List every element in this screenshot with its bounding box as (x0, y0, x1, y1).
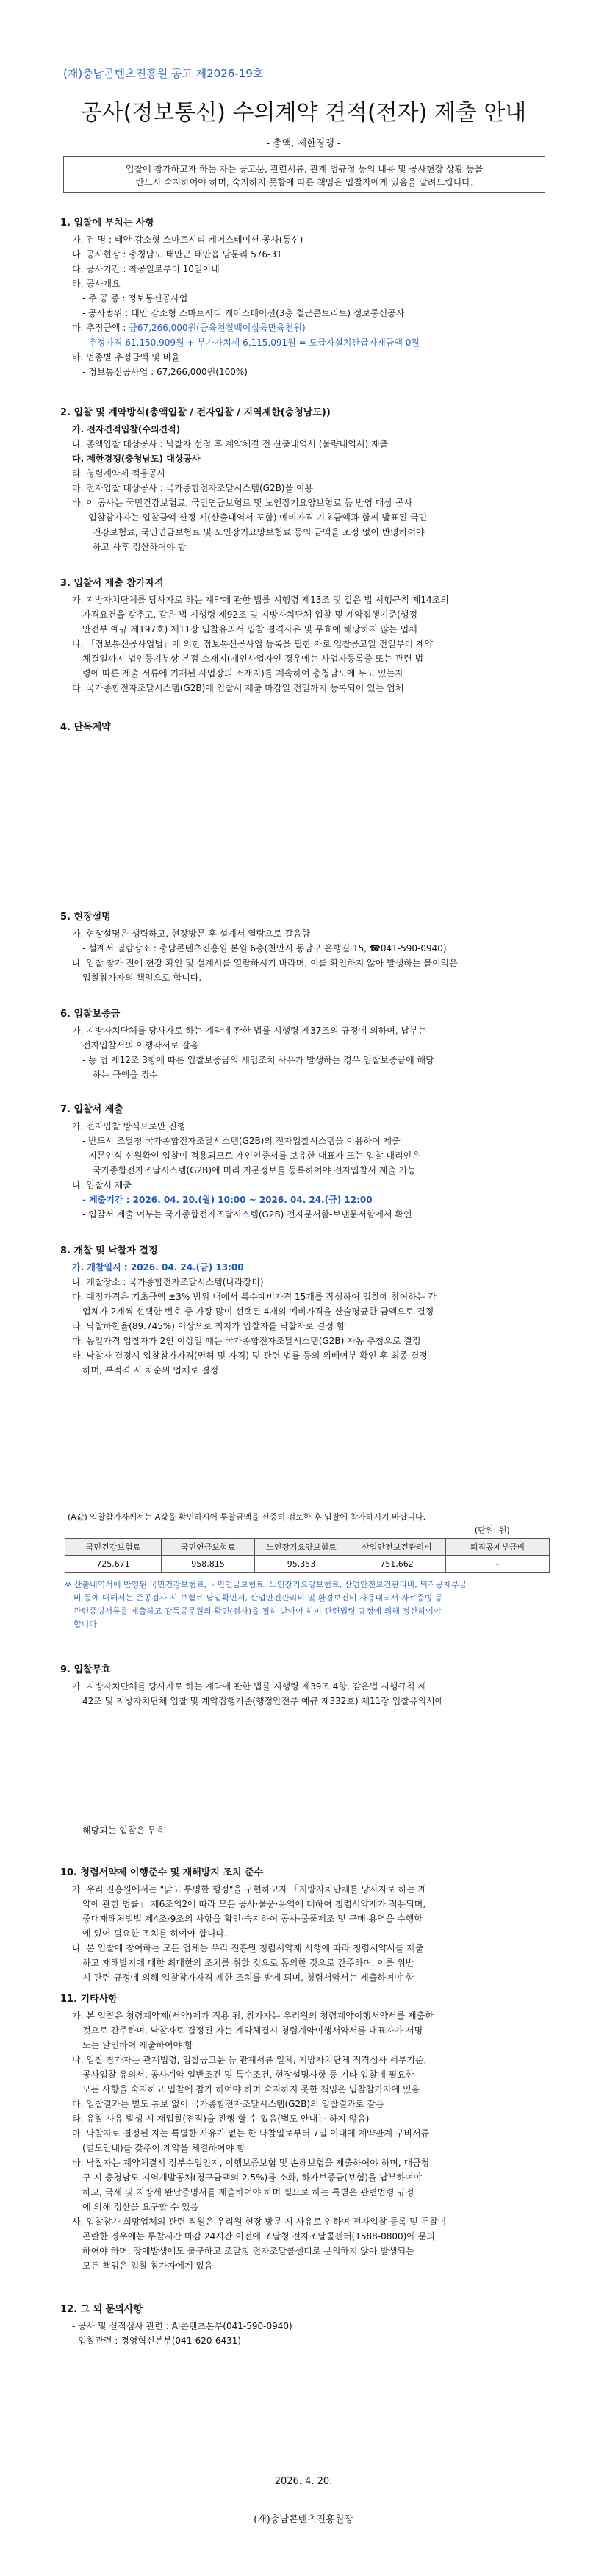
contact-works: - 공사 및 실적심사 관련 : AI콘텐츠본부(041-590-0940) (72, 2321, 292, 2331)
s11-line: 것으로 간주하며, 낙찰자로 결정된 자는 계약체결시 청렴계약이행서약서를 대표자가 서명 (82, 2025, 423, 2036)
s11-line: 바. 낙찰자는 계약체결시 정부수입인지, 이행보증보험 및 손해보험을 제출하여야 하며, 대금청 (72, 2158, 430, 2168)
s9-line: 42조 및 지방자치단체 입찰 및 계약집행기준(행정안전부 예규 제332호) 제11장 입찰유의서에 (82, 1696, 444, 1706)
s6-line: 전자입찰서의 이행각서로 갈음 (82, 1040, 199, 1051)
table-cell: - (446, 1556, 550, 1573)
s1-line: - 공사범위 : 태안 감소형 스마트시티 케어스테이션(3층 철근콘트리트) 정보통신공사 (82, 308, 405, 318)
notice-line: 반드시 숙지하여야 하며, 숙지하지 못함에 따른 책임은 입찰자에게 있음을 알려드립니다. (135, 177, 473, 187)
s7-line: - 입찰서 제출 여부는 국가종합전자조달시스템(G2B) 전자문서함-보낸문서함에서 확인 (82, 1209, 412, 1220)
s11-line: 모든 사항을 숙지하고 입찰에 참가 하여야 하며 숙지하지 못한 책임은 입찰참가자에 있음 (82, 2084, 420, 2094)
section-7-heading: 7. 입찰서 제출 (60, 1104, 123, 1115)
table-cell: 958,815 (162, 1556, 255, 1573)
contact-bidding: - 입찰관련 : 경영혁신본부(041-620-6431) (72, 2336, 242, 2346)
table-cell: 95,353 (255, 1556, 348, 1573)
s8-line: 업체가 2개씩 선택한 번호 중 가장 많이 선택된 4개의 예비가격을 산술평균한 금액으로 결정 (82, 1306, 434, 1317)
s11-line: 사. 입찰참가 희망업체의 관련 직원은 우리원 현장 방문 시 사유로 인하여 전자입찰 등록 및 투찰이 (72, 2217, 447, 2227)
s11-line: 나. 입찰 참가자는 관계법령, 입찰공고문 등 관계서류 일체, 지방자치단체 적격심사 세부기준, (72, 2055, 427, 2065)
s2-line: 가. 전자견적입찰(수의견적) (72, 424, 181, 434)
s11-line: 다. 입찰결과는 별도 통보 없이 국가종합전자조달시스템(G2B)의 입찰결과로 갈음 (72, 2099, 384, 2109)
s1-line: 바. 업종별 추정금액 및 비율 (72, 352, 180, 362)
s11-line: 모든 책임은 입찰 참가자에게 있음 (82, 2261, 213, 2271)
s1-line: 라. 공사개요 (72, 279, 121, 289)
fee-table-unit: (단위: 원) (475, 1525, 510, 1535)
table-header-cell: 국민연금보험료 (162, 1539, 255, 1556)
s10-line: 가. 우리 진흥원에서는 "맑고 투명한 행정"을 구현하고자 「지방자치단체를 당사자로 하는 계 (72, 1884, 427, 1895)
s3-line: 나. 「정보통신공사업법」에 의한 정보통신공사업 등록을 필한 자로 입찰공고일 전일부터 계약 (72, 639, 434, 649)
table-row (65, 1556, 550, 1573)
s1-estimate (72, 322, 306, 334)
page-title: 공사(정보통신) 수의계약 견적(전자) 제출 안내 (80, 100, 527, 126)
section-9-heading: 9. 입찰무효 (60, 1664, 111, 1675)
section-1-heading: 1. 입찰에 부치는 사항 (60, 218, 155, 229)
s7-line: - 지문인식 신원확인 입찰이 적용되므로 개인인증서를 보유한 대표자 또는 입찰 대리인은 (82, 1151, 420, 1161)
section-12-heading: 12. 그 외 문의사항 (60, 2304, 143, 2315)
s3-line: 다. 국가종합전자조달시스템(G2B)에 입찰서 제출 마감일 전일까지 등록되어 있는 업체 (72, 683, 404, 693)
table-header-cell: 산업안전보건관리비 (348, 1539, 446, 1556)
page-subtitle: - 총액, 제한경쟁 - (266, 138, 341, 149)
s1-line: 가. 건 명 : 태안 감소형 스마트시티 케어스테이션 공사(통신) (72, 235, 304, 245)
section-4-heading: 4. 단독계약 (60, 722, 111, 733)
s8-line: 라. 낙찰하한율(89.745%) 이상으로 최저가 입찰자를 낙찰자로 결정 함 (72, 1321, 345, 1331)
fee-table (65, 1538, 550, 1573)
s3-line: 체결일까지 법인등기부상 본점 소재지(개인사업자인 경우에는 사업자등록증 또는 관련 법 (82, 654, 424, 664)
s9-line: 가. 지방자치단체를 당사자로 하는 계약에 관한 법률 시행령 제39조 4항, 같은법 시행규칙 제 (72, 1681, 427, 1692)
s2-line: 다. 제한경쟁(충청남도) 대상공사 (72, 454, 201, 464)
section-10-heading: 10. 청렴서약제 이행준수 및 재해방지 조치 준수 (60, 1867, 264, 1878)
s5-line: 가. 현장설명은 생략하고, 현장방문 후 설계서 열람으로 갈음함 (72, 929, 311, 939)
table-header-cell: 국민건강보험료 (65, 1539, 162, 1556)
s2-line: 건강보험료, 국민연금보험료 및 노인장기요양보험료 등의 금액을 조정 없이 반영하여야 (93, 527, 425, 537)
fee-note-line: ※ 산출내역서에 반영된 국민건강보험료, 국민연금보험료, 노인장기요양보험료, 산업안전보건관리비, 퇴직공제부금 (65, 1580, 467, 1589)
s6-line: 하는 금액을 징수 (93, 1070, 158, 1080)
s6-line: 가. 지방자치단체를 당사자로 하는 계약에 관한 법률 시행령 제37조의 규정에 의하며, 납부는 (72, 1026, 427, 1036)
s2-line: 라. 청렴계약제 적용공사 (72, 468, 166, 479)
s11-line: 하여야 하며, 장애발생에도 불구하고 조달청 전자조달콜센터로 문의하지 않아 발생되는 (82, 2246, 414, 2256)
section-11-heading: 11. 기타사항 (60, 1994, 118, 2005)
s3-line: 령에 따른 제출 서류에 기재된 사업장의 소재지)를 계속하여 충청남도에 두고 있는자 (82, 668, 403, 679)
fee-note-line: 관련증빙서류를 제출하고 감독공무원의 확인(검사)을 필히 받아야 하며 관련법령 규정에 의해 정산하여야 (73, 1606, 442, 1616)
table-header-row (65, 1539, 550, 1556)
s2-line: 나. 총액입찰 대상공사 : 낙찰자 선정 후 계약체결 전 산출내역서 (물량내역서) 제출 (72, 439, 389, 449)
s5-line: 입찰참가자의 책임으로 합니다. (82, 973, 202, 983)
s11-line: 또는 날인하여 제출하여야 함 (82, 2040, 193, 2050)
s5-line: - 설계서 열람장소 : 충남콘텐츠진흥원 본원 6층(천안시 동남구 은행길 15, ☎041-590-0940) (82, 943, 447, 954)
s10-line: 약에 관한 법률」 제6조의2에 따라 모든 공사·물품·용역에 대하여 청렴서약제가 적용되며, (82, 1899, 426, 1909)
table-header-cell: 퇴직공제부금비 (446, 1539, 550, 1556)
s2-line: 마. 전자입찰 대상공사 : 국가종합전자조달시스템(G2B)을 이용 (72, 483, 314, 493)
s1-estimate-amount: 금67,266,000원(금육천칠백이십육만육천원) (129, 323, 306, 333)
s10-line: 나. 본 입찰에 참여하는 모든 업체는 우리 진흥원 청렴서약제 시행에 따라 청렴서약서를 제출 (72, 1943, 424, 1953)
s8-line: 바. 낙찰자 결정시 입찰참가자격(면허 및 자격) 및 관련 법률 등의 위배여부 확인 후 최종 결정 (72, 1350, 428, 1361)
s11-line: 구 시 충청남도 지역개발공채(청구금액의 2.5%)를 소화, 하자보증금(보험)을 납부하여야 (82, 2172, 423, 2183)
s6-line: - 동 법 제12조 3항에 따른 입찰보증금의 세입조치 사유가 발생하는 경우 입찰보증금에 해당 (82, 1055, 434, 1065)
s2-line: - 입찰참가자는 입찰금액 산정 시(산출내역서 포함) 예비가격 기초금액과 함께 발표된 국민 (82, 512, 428, 523)
s1-line: 나. 공사현장 : 충청남도 태안군 태안읍 남문리 576-31 (72, 249, 282, 260)
s10-line: 시 관련 규정에 의해 입찰참가자격 제한 조치를 받게 되며, 청렴서약서는 제출하여야 함 (82, 1972, 414, 1983)
s11-line: 라. 유찰 사유 발생 시 재입찰(견적)을 진행 할 수 있음(별도 안내는 하지 않음) (72, 2114, 370, 2124)
table-cell: 725,671 (65, 1556, 162, 1573)
s8-opening-datetime: 가. 개찰일시 : 2026. 04. 24.(금) 13:00 (72, 1262, 244, 1273)
s11-line: 가. 본 입찰은 청렴계약제(서약)제가 적용 됨, 참가자는 우리원의 청렴계약이행서약서를 제출한 (72, 2011, 434, 2021)
notice-box (63, 156, 545, 193)
section-8-heading: 8. 개찰 및 낙찰자 결정 (60, 1245, 158, 1256)
fee-note-line: 합니다. (73, 1620, 100, 1629)
s8-line: 마. 동일가격 입찰자가 2인 이상일 때는 국가종합전자조달시스템(G2B) 자동 추첨으로 결정 (72, 1336, 421, 1346)
s2-line: 하고 사후 정산하여야 함 (93, 542, 187, 552)
s5-line: 나. 입찰 참가 전에 현장 확인 및 설계서를 열람하시기 바라며, 이를 확인하지 않아 발생하는 불이익은 (72, 958, 458, 968)
table-header-cell: 노인장기요양보험료 (255, 1539, 348, 1556)
section-3-heading: 3. 입찰서 제출 참가자격 (60, 578, 164, 589)
s10-line: 중대재해처벌법 제4조·9조의 사항을 확인·숙지하여 공사·물품제조 및 구매·용역을 수행함 (82, 1914, 423, 1924)
s8-line: 나. 개찰장소 : 국가종합전자조달시스템(나라장터) (72, 1277, 264, 1287)
s7-line: 가. 전자입찰 방식으로만 진행 (72, 1121, 186, 1131)
s10-line: 하고 재해발지에 대한 최대한의 조치를 취할 것으로 동의한 것으로 간주하며, 이를 위반 (82, 1958, 414, 1968)
fee-note-line: 비 등에 대해서는 준공검사 시 보험료 납입확인서, 산업안전관리비 및 환경보전비 사용내역서·자료증빙 등 (73, 1593, 443, 1603)
s1-line: 다. 공사기간 : 착공일로부터 10일이내 (72, 264, 220, 274)
s1-line: - 추정가격 61,150,909원 + 부가가치세 6,115,091원 = 도급자설치관급자재금액 0원 (82, 337, 420, 348)
section-5-heading: 5. 현장설명 (60, 912, 111, 923)
s1-line: - 주 공 종 : 정보통신공사업 (82, 293, 188, 304)
s8-line: 다. 예정가격은 기초금액 ±3% 범위 내에서 복수예비가격 15개를 작성하여 입찰에 참여하는 각 (72, 1292, 437, 1302)
s2-line: 바. 이 공사는 국민건강보험료, 국민연금보험료 및 노인장기요양보험료 등 반영 대상 공사 (72, 498, 413, 508)
section-6-heading: 6. 입찰보증금 (60, 1009, 121, 1020)
s11-line: 공사입찰 유의서, 공사계약 일반조건 및 특수조건, 현장설명사항 등 기타 입찰에 필요한 (82, 2069, 414, 2080)
s3-line: 자격요건을 갖추고, 같은 법 시행령 제92조 및 지방자치단체 입찰 및 계약집행기준(행정 (82, 609, 418, 620)
s8-line: 하며, 부적격 시 차순위 업체로 결정 (82, 1365, 219, 1375)
s11-line: 마. 낙찰자로 결정된 자는 특별한 사유가 없는 한 낙찰일로부터 7일 이내에 계약관계 구비서류 (72, 2128, 430, 2139)
s7-line: - 반드시 조달청 국가종합전자조달시스템(G2B)의 전자입찰시스템을 이용하여 제출 (82, 1136, 401, 1146)
s3-line: 안전부 예규 제197호) 제11장 입찰유의서 입찰 결격사유 및 무효에 해당하지 않는 업체 (82, 624, 417, 634)
s7-line: 나. 입찰서 제출 (72, 1180, 132, 1190)
section-2-heading: 2. 입찰 및 계약방식(총액입찰 / 전자입찰 / 지역제한(충청남도)) (60, 407, 331, 418)
footer-organization: (재)충남콘텐츠진흥원장 (254, 2514, 353, 2525)
s10-line: 에 있어 필요한 조치를 하여야 합니다. (82, 1928, 227, 1939)
s1-estimate-label: 마. 추정금액 : (72, 323, 129, 333)
s11-line: 곤란한 경우에는 투찰시간 마감 24시간 이전에 조달청 전자조달콜센터(1588-0800)에 문의 (82, 2231, 435, 2242)
s11-line: (별도안내)를 갖추어 계약을 체결하여야 함 (82, 2143, 245, 2153)
s7-line: 국가종합전자조달시스템(G2B)에 미리 지문정보를 등록하여야 전자입찰서 제출 가능 (93, 1165, 416, 1176)
s3-line: 가. 지방자치단체를 당사자로 하는 계약에 관한 법률 시행령 제13조 및 같은 법 시행규칙 제14조의 (72, 595, 449, 605)
fee-table-caption: (A값) 입찰참가자께서는 A값을 확인하시어 투찰금액을 신중히 검토한 후 입찰에 참가하시기 바랍니다. (68, 1512, 426, 1522)
s11-line: 하고, 국세 및 지방세 완납증명서를 제출하여야 하며 필요로 하는 특별은 관련법령 규정 (82, 2187, 414, 2197)
s9-line: 해당되는 입찰은 무효 (82, 1825, 165, 1836)
s1-line: - 정보통신공사업 : 67,266,000원(100%) (82, 367, 248, 377)
s11-line: 에 의해 정산을 요구할 수 있음 (82, 2202, 199, 2212)
s7-submission-period: - 제출기간 : 2026. 04. 20.(월) 10:00 ~ 2026. 04. 24.(금) 12:00 (82, 1195, 373, 1205)
table-cell: 751,662 (348, 1556, 446, 1573)
notice-line: 입찰에 참가하고자 하는 자는 공고문, 관련서류, 관계 법규정 등의 내용 및 공사현장 상황 등을 (125, 164, 484, 174)
footer-date: 2026. 4. 20. (274, 2476, 333, 2487)
notice-number: (재)충남콘텐츠진흥원 공고 제2026-19호 (63, 67, 264, 80)
